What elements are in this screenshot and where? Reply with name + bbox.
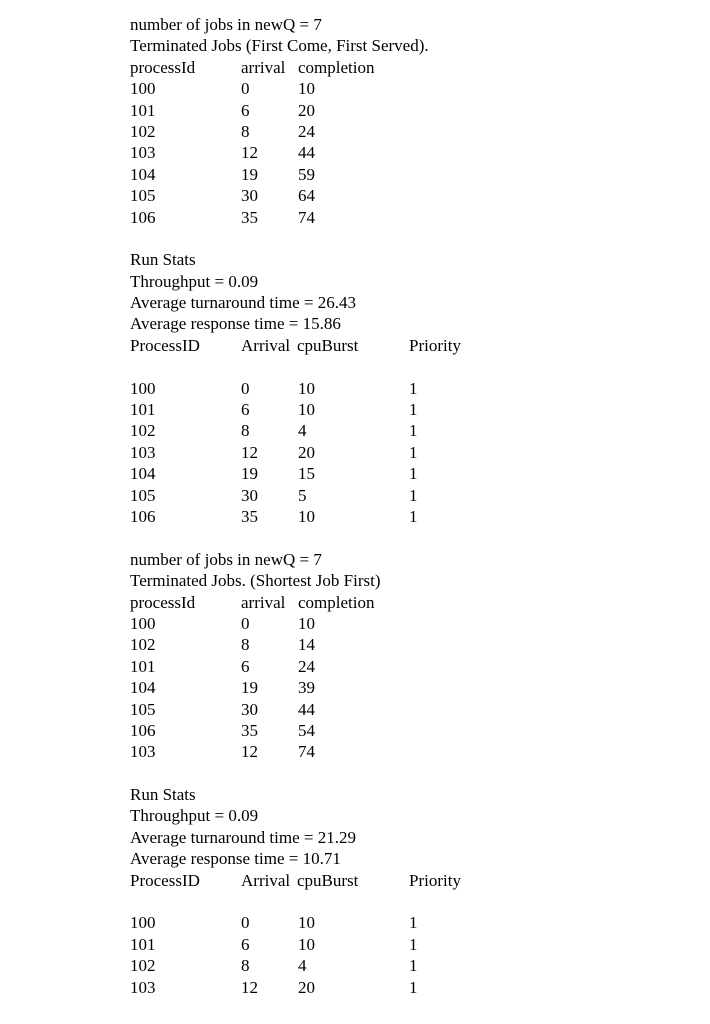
- document-body: [130, 14, 690, 998]
- cell-arrival: 19: [241, 464, 258, 484]
- throughput-line: Throughput = 0.09: [130, 271, 259, 291]
- cell-priority: 1: [409, 421, 418, 441]
- table-row: [130, 463, 690, 484]
- cell-arrival: 35: [241, 720, 258, 740]
- header-process-id: processId: [130, 592, 196, 612]
- cell-completion: 54: [298, 720, 315, 740]
- table-header: [130, 870, 690, 891]
- cell-process-id: 100: [130, 613, 156, 633]
- cell-arrival: 8: [241, 635, 250, 655]
- cell-process-id: 105: [130, 186, 156, 206]
- table-row: [130, 656, 690, 677]
- cell-completion: 14: [298, 635, 315, 655]
- table-row: [130, 164, 690, 185]
- table-row: [130, 634, 690, 655]
- throughput-line: Throughput = 0.09: [130, 806, 259, 826]
- cell-completion: 44: [298, 699, 315, 719]
- cell-completion: 59: [298, 164, 315, 184]
- turnaround-line: Average turnaround time = 26.43: [130, 293, 356, 313]
- cell-process-id: 103: [130, 977, 156, 997]
- cell-arrival: 12: [241, 742, 258, 762]
- cell-process-id: 105: [130, 485, 156, 505]
- cell-arrival: 12: [241, 977, 258, 997]
- cell-arrival: 8: [241, 421, 250, 441]
- table-row: [130, 720, 690, 741]
- cell-arrival: 6: [241, 656, 250, 676]
- cell-process-id: 101: [130, 100, 156, 120]
- cell-process-id: 104: [130, 678, 156, 698]
- table-row: [130, 142, 690, 163]
- cell-completion: 24: [298, 656, 315, 676]
- table-header: [130, 57, 690, 78]
- header-priority: Priority: [409, 870, 461, 890]
- cell-priority: 1: [409, 956, 418, 976]
- section-title: Terminated Jobs. (Shortest Job First): [130, 571, 381, 591]
- cell-arrival: 0: [241, 913, 250, 933]
- cell-priority: 1: [409, 378, 418, 398]
- cell-arrival: 0: [241, 378, 250, 398]
- cell-arrival: 6: [241, 400, 250, 420]
- table-row: [130, 977, 690, 998]
- table-row: [130, 378, 690, 399]
- turnaround-line: Average turnaround time = 21.29: [130, 827, 356, 847]
- table-row: [130, 78, 690, 99]
- table-row: [130, 442, 690, 463]
- sjf-terminated-section: [130, 549, 690, 763]
- cell-cpu-burst: 10: [298, 400, 315, 420]
- header-completion: completion: [298, 57, 375, 77]
- cell-process-id: 103: [130, 442, 156, 462]
- response-line: Average response time = 10.71: [130, 849, 341, 869]
- cell-process-id: 102: [130, 635, 156, 655]
- fcfs-terminated-section: [130, 14, 690, 228]
- cell-priority: 1: [409, 506, 418, 526]
- cell-process-id: 102: [130, 121, 156, 141]
- cell-arrival: 12: [241, 143, 258, 163]
- cell-process-id: 103: [130, 143, 156, 163]
- table-header: [130, 592, 690, 613]
- cell-process-id: 101: [130, 400, 156, 420]
- header-cpu-burst: cpuBurst: [297, 870, 359, 890]
- run-stats-title: Run Stats: [130, 250, 196, 270]
- table-row: [130, 955, 690, 976]
- cell-process-id: 106: [130, 506, 156, 526]
- table-row: [130, 506, 690, 527]
- table-row: [130, 185, 690, 206]
- cell-cpu-burst: 20: [298, 442, 315, 462]
- cell-process-id: 100: [130, 378, 156, 398]
- table-row: [130, 613, 690, 634]
- table-body: [130, 78, 690, 228]
- table-row: [130, 485, 690, 506]
- sjf-run-stats-section: [130, 784, 690, 998]
- header-process-id: processId: [130, 57, 196, 77]
- table-row: [130, 934, 690, 955]
- cell-priority: 1: [409, 913, 418, 933]
- header-arrival: arrival: [241, 592, 286, 612]
- cell-completion: 10: [298, 613, 315, 633]
- cell-process-id: 102: [130, 421, 156, 441]
- cell-process-id: 104: [130, 464, 156, 484]
- cell-completion: 64: [298, 186, 315, 206]
- response-line: Average response time = 15.86: [130, 314, 341, 334]
- cell-arrival: 30: [241, 485, 258, 505]
- cell-arrival: 19: [241, 678, 258, 698]
- cell-cpu-burst: 10: [298, 506, 315, 526]
- cell-priority: 1: [409, 464, 418, 484]
- cell-arrival: 12: [241, 442, 258, 462]
- cell-process-id: 101: [130, 934, 156, 954]
- table-row: [130, 677, 690, 698]
- table-row: [130, 121, 690, 142]
- header-completion: completion: [298, 592, 375, 612]
- cell-arrival: 8: [241, 121, 250, 141]
- cell-process-id: 101: [130, 656, 156, 676]
- cell-arrival: 0: [241, 613, 250, 633]
- cell-process-id: 103: [130, 742, 156, 762]
- table-header: [130, 335, 690, 356]
- cell-arrival: 30: [241, 186, 258, 206]
- cell-process-id: 105: [130, 699, 156, 719]
- cell-cpu-burst: 4: [298, 421, 307, 441]
- table-body: [130, 378, 690, 528]
- cell-cpu-burst: 4: [298, 956, 307, 976]
- table-row: [130, 912, 690, 933]
- header-process-id: ProcessID: [130, 870, 200, 890]
- cell-completion: 10: [298, 79, 315, 99]
- cell-arrival: 19: [241, 164, 258, 184]
- header-process-id: ProcessID: [130, 335, 200, 355]
- cell-priority: 1: [409, 400, 418, 420]
- cell-priority: 1: [409, 442, 418, 462]
- table-row: [130, 399, 690, 420]
- cell-priority: 1: [409, 977, 418, 997]
- section-title: Terminated Jobs (First Come, First Served).: [130, 36, 429, 56]
- cell-process-id: 102: [130, 956, 156, 976]
- cell-cpu-burst: 10: [298, 934, 315, 954]
- cell-priority: 1: [409, 934, 418, 954]
- cell-cpu-burst: 15: [298, 464, 315, 484]
- cell-cpu-burst: 20: [298, 977, 315, 997]
- header-cpu-burst: cpuBurst: [297, 335, 359, 355]
- jobs-count-line: number of jobs in newQ = 7: [130, 15, 322, 34]
- cell-arrival: 30: [241, 699, 258, 719]
- cell-arrival: 0: [241, 79, 250, 99]
- table-row: [130, 100, 690, 121]
- cell-arrival: 8: [241, 956, 250, 976]
- cell-arrival: 35: [241, 506, 258, 526]
- cell-arrival: 35: [241, 207, 258, 227]
- cell-process-id: 100: [130, 79, 156, 99]
- cell-cpu-burst: 10: [298, 378, 315, 398]
- table-row: [130, 420, 690, 441]
- cell-completion: 74: [298, 207, 315, 227]
- header-arrival: Arrival: [241, 870, 291, 890]
- header-priority: Priority: [409, 335, 461, 355]
- table-body: [130, 912, 690, 998]
- cell-process-id: 104: [130, 164, 156, 184]
- cell-completion: 39: [298, 678, 315, 698]
- cell-cpu-burst: 5: [298, 485, 307, 505]
- jobs-count-line: number of jobs in newQ = 7: [130, 549, 322, 569]
- cell-completion: 20: [298, 100, 315, 120]
- table-body: [130, 613, 690, 763]
- cell-completion: 24: [298, 121, 315, 141]
- cell-completion: 74: [298, 742, 315, 762]
- table-row: [130, 741, 690, 762]
- table-row: [130, 207, 690, 228]
- cell-process-id: 106: [130, 720, 156, 740]
- fcfs-run-stats-section: [130, 249, 690, 527]
- cell-process-id: 100: [130, 913, 156, 933]
- cell-priority: 1: [409, 485, 418, 505]
- table-row: [130, 699, 690, 720]
- cell-cpu-burst: 10: [298, 913, 315, 933]
- cell-arrival: 6: [241, 934, 250, 954]
- cell-completion: 44: [298, 143, 315, 163]
- cell-process-id: 106: [130, 207, 156, 227]
- cell-arrival: 6: [241, 100, 250, 120]
- header-arrival: arrival: [241, 57, 286, 77]
- run-stats-title: Run Stats: [130, 785, 196, 805]
- header-arrival: Arrival: [241, 335, 291, 355]
